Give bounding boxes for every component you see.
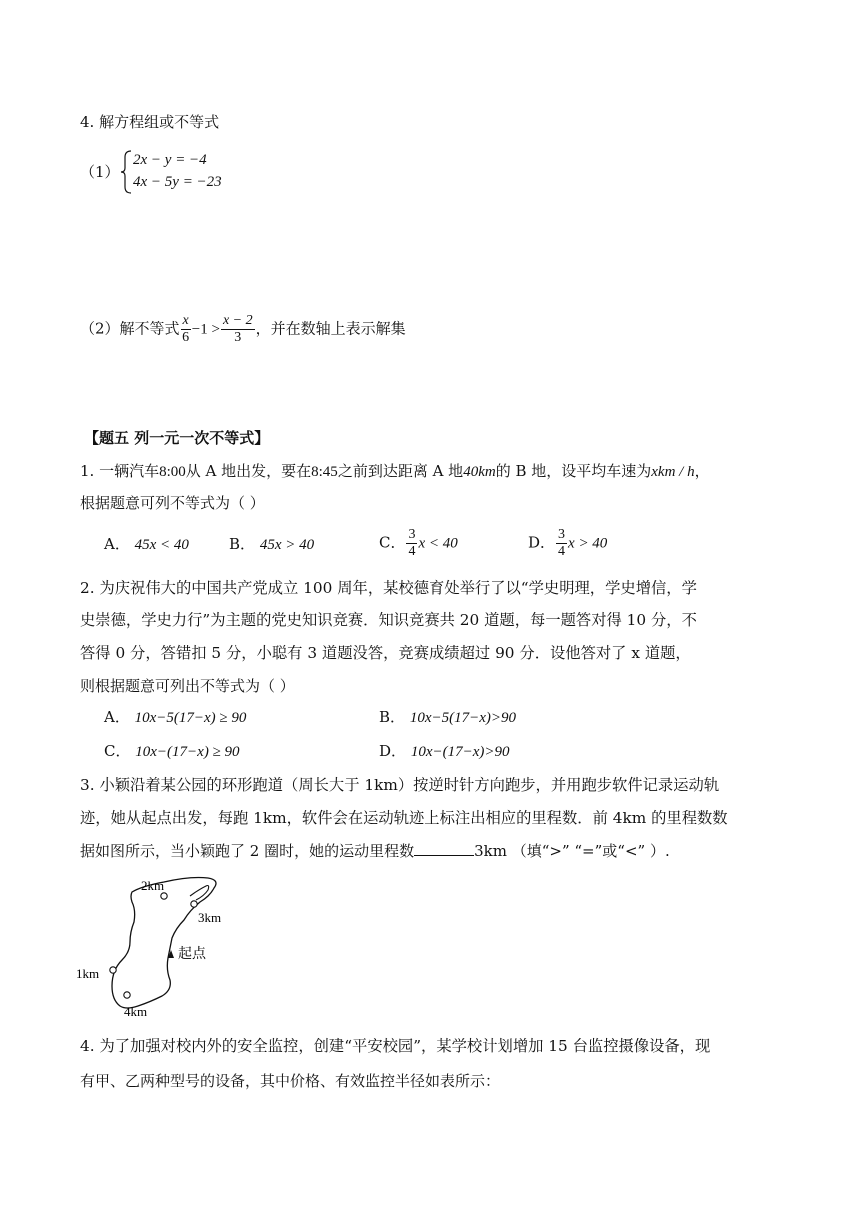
- option-key: C．: [104, 742, 131, 760]
- marker-2km: [161, 893, 167, 899]
- label-3km: 3km: [198, 910, 222, 925]
- option-text: x < 40: [418, 535, 458, 552]
- label-start: 起点: [178, 946, 206, 962]
- p3-text-b: 3km （填“>” “=”或“<” ）.: [474, 842, 670, 860]
- p1-line2: 根据题意可列不等式为（ ）: [80, 494, 265, 512]
- q4-2-label: （2）解不等式: [80, 319, 180, 338]
- p3-text-a: 据如图所示，当小颖跑了 2 圈时，她的运动里程数: [80, 842, 415, 860]
- marker-3km: [191, 901, 197, 907]
- q4-2-line: [80, 313, 406, 346]
- frac-denominator: 4: [558, 544, 566, 559]
- p1-text-e: ，: [694, 462, 710, 480]
- option-key: A．: [104, 708, 130, 726]
- p1-text-b: 从 A 地出发，要在: [185, 462, 312, 480]
- fraction-x-over-6: [181, 313, 191, 346]
- p3-line1: 3. 小颖沿着某公园的环形跑道（周长大于 1km）按逆时针方向跑步，并用跑步软件记录运动轨: [80, 776, 720, 794]
- option-key: B．: [379, 708, 406, 726]
- p2-line4: 则根据题意可列出不等式为（ ）: [80, 677, 295, 695]
- p2-line1: 2. 为庆祝伟大的中国共产党成立 100 周年，某校德育处举行了以“学史明理，学史增信，学: [80, 579, 697, 597]
- p3-line2: 迹，她从起点出发，每跑 1km，软件会在运动轨迹上标注出相应的里程数．前 4km 的里程数数: [80, 809, 728, 827]
- p1-option-a[interactable]: [104, 534, 189, 555]
- p1-line1: [80, 461, 710, 482]
- p2-option-a[interactable]: [104, 707, 246, 728]
- p1-text-d: 的 B 地，设平均车速为: [495, 462, 652, 480]
- p2-line2: 史崇德，学史力行”为主题的党史知识竞赛．知识竞赛共 20 道题，每一题答对得 10 分，不: [80, 611, 697, 629]
- option-key: D．: [379, 742, 407, 760]
- frac2-denominator: 3: [234, 330, 242, 345]
- option-text: x > 40: [568, 535, 608, 552]
- equation-2: 4x − 5y = −23: [133, 174, 222, 190]
- q4-1-label: （1）: [80, 163, 120, 181]
- label-2km: 2km: [141, 878, 165, 893]
- frac-denominator: 4: [408, 544, 416, 559]
- inequality-middle: −1 >: [191, 321, 220, 338]
- p1-speed: xkm / h: [651, 464, 695, 480]
- p1-distance: 40km: [463, 464, 496, 480]
- fraction-3-over-4: [406, 527, 417, 560]
- p2-line3: 答得 0 分，答错扣 5 分，小聪有 3 道题没答，竞赛成绩超过 90 分．设他答对了 x 道题，: [80, 644, 691, 662]
- frac2-numerator: x − 2: [222, 313, 253, 328]
- p1-option-d[interactable]: [528, 527, 607, 560]
- option-key: B．: [229, 535, 256, 553]
- marker-1km: [110, 967, 116, 973]
- p1-option-c[interactable]: [379, 527, 458, 560]
- option-key: D．: [528, 533, 556, 552]
- answer-blank[interactable]: [414, 841, 474, 856]
- p2-option-b[interactable]: [379, 707, 516, 728]
- p1-time2: 8:45: [311, 464, 338, 480]
- section-title: 【题五 列一元一次不等式】: [84, 429, 270, 447]
- p2-option-d[interactable]: [379, 741, 509, 762]
- label-4km: 4km: [124, 1004, 148, 1019]
- brace-icon: [119, 150, 133, 194]
- p4-line1: 4. 为了加强对校内外的安全监控，创建“平安校园”，某学校计划增加 15 台监控摄像设备，现: [80, 1037, 711, 1055]
- frac-numerator: 3: [408, 527, 416, 542]
- option-text: 45x > 40: [259, 537, 315, 553]
- p4-line2: 有甲、乙两种型号的设备，其中价格、有效监控半径如表所示：: [80, 1072, 501, 1090]
- frac1-numerator: x: [182, 313, 189, 328]
- p1-text-a: 1. 一辆汽车: [80, 462, 160, 480]
- fraction-3-over-4: [556, 527, 567, 560]
- p1-time1: 8:00: [159, 464, 186, 480]
- option-text: 10x−5(17−x) ≥ 90: [134, 710, 247, 726]
- frac-numerator: 3: [558, 527, 566, 542]
- marker-4km: [124, 992, 130, 998]
- p1-text-c: 之前到达距离 A 地: [337, 462, 464, 480]
- fraction-x-minus-2-over-3: [221, 313, 255, 346]
- option-key: A．: [104, 535, 130, 553]
- p3-line3: [80, 841, 670, 861]
- q4-title: 4. 解方程组或不等式: [80, 113, 220, 131]
- frac1-denominator: 6: [182, 330, 190, 345]
- label-1km: 1km: [76, 966, 100, 981]
- option-text: 10x−5(17−x)>90: [409, 710, 516, 726]
- option-text: 45x < 40: [134, 537, 189, 553]
- option-text: 10x−(17−x) ≥ 90: [135, 744, 240, 760]
- p2-option-c[interactable]: [104, 741, 240, 762]
- track-figure: [72, 866, 232, 1024]
- equation-1: 2x − y = −4: [133, 152, 207, 168]
- p1-option-b[interactable]: [229, 534, 314, 555]
- option-key: C．: [379, 533, 406, 552]
- option-text: 10x−(17−x)>90: [410, 744, 510, 760]
- q4-2-tail: ，并在数轴上表示解集: [255, 319, 406, 338]
